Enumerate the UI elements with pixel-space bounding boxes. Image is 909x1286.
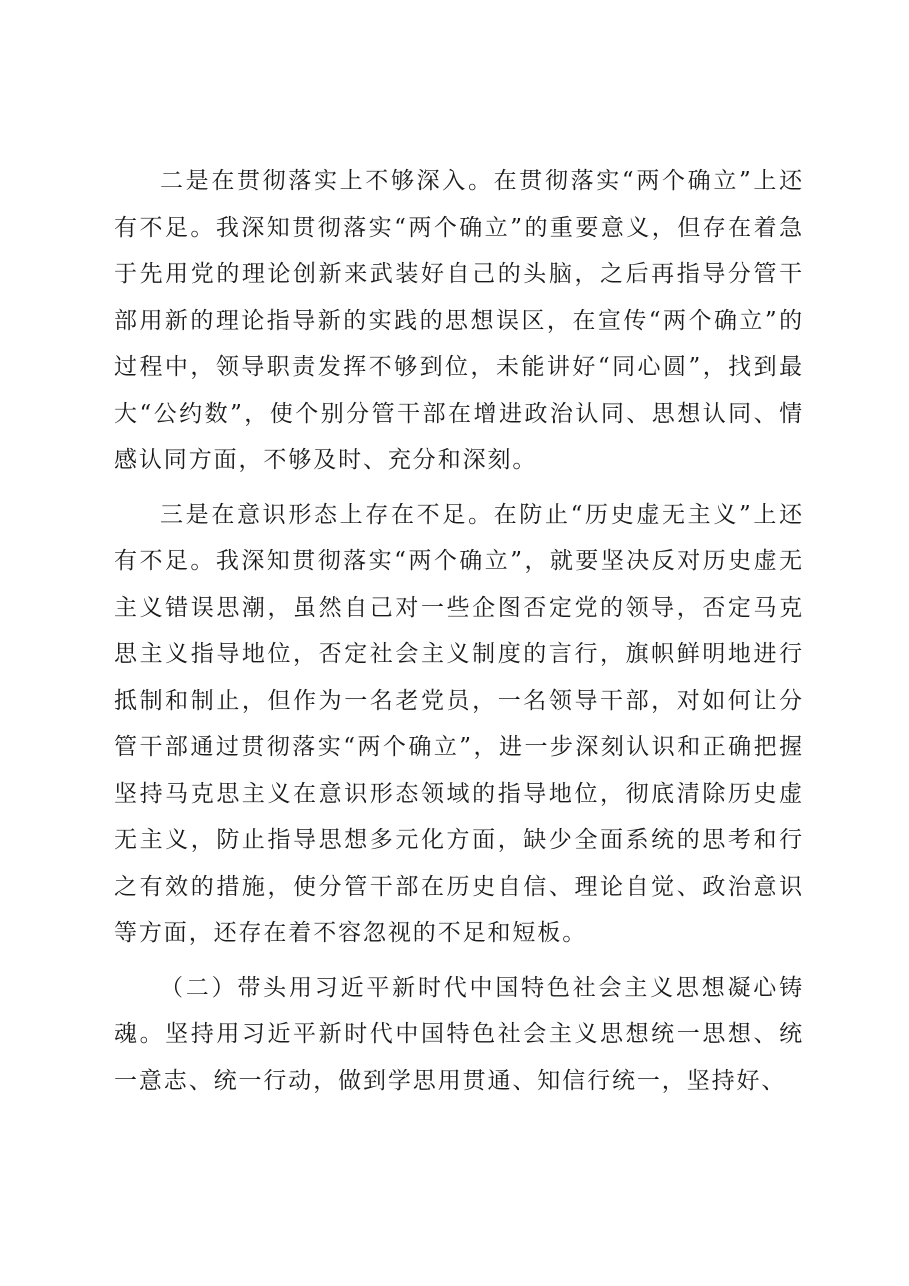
paragraph-section-two-heading: （二）带头用习近平新时代中国特色社会主义思想凝心铸魂。坚持用习近平新时代中国特色社会主义思想统一思想、统一意志、统一行动，做到学思用贯通、知信行统一，坚持好、 <box>114 974 804 1094</box>
paragraph-insufficient-implementation: 二是在贯彻落实上不够深入。在贯彻落实“两个确立”上还有不足。我深知贯彻落实“两个确立”的重要意义，但存在着急于先用党的理论创新来武装好自己的头脑，之后再指导分管干部用新的理论指导新的实践的思想误区，在宣传“两个确立”的过程中，领导职责发挥不够到位，未能讲好“同心圆”，找到最大“公约数”，使个别分管干部在增进政治认同、思想认同、情感认同方面，不够及时、充分和深刻。 <box>114 168 804 473</box>
paragraph-ideology-shortcomings: 三是在意识形态上存在不足。在防止“历史虚无主义”上还有不足。我深知贯彻落实“两个确立”，就要坚决反对历史虚无主义错误思潮，虽然自己对一些企图否定党的领导，否定马克思主义指导地位，否定社会主义制度的言行，旗帜鲜明地进行抵制和制止，但作为一名老党员，一名领导干部，对如何让分管干部通过贯彻落实“两个确立”，进一步深刻认识和正确把握坚持马克思主义在意识形态领域的指导地位，彻底清除历史虚无主义，防止指导思想多元化方面，缺少全面系统的思考和行之有效的措施，使分管干部在历史自信、理论自觉、政治意识等方面，还存在着不容忽视的不足和短板。 <box>114 501 804 946</box>
document-body <box>114 158 804 1112</box>
